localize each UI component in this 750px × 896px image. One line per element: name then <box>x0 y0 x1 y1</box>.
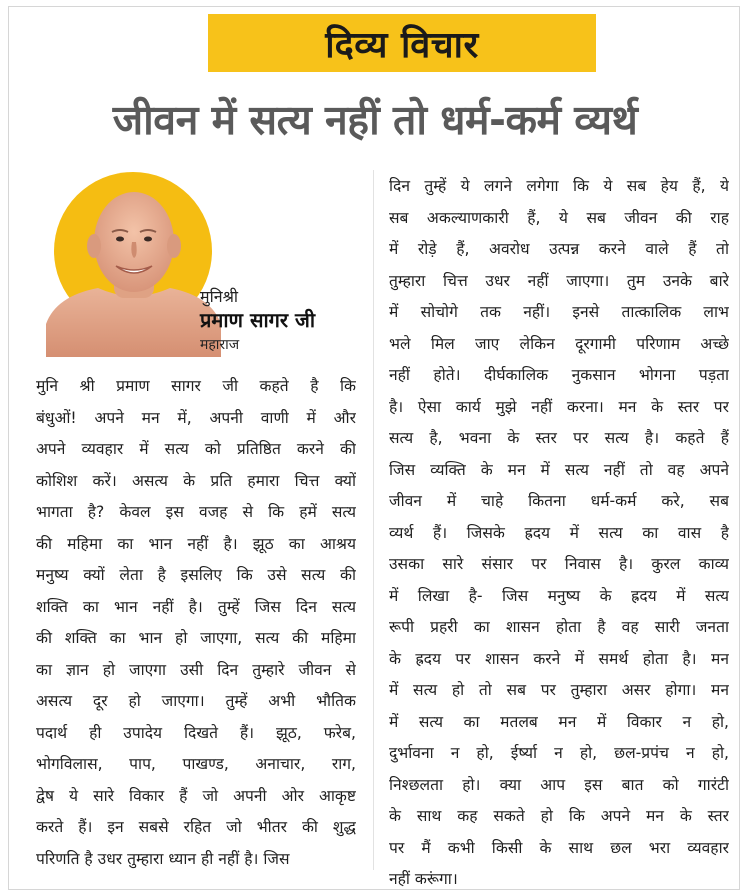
text-line: में सत्य का मतलब मन में विकार न हो, <box>389 712 729 731</box>
text-line: में रोड़े हैं, अवरोध उत्पन्न करने वाले हैं तो <box>389 240 729 258</box>
text-line: करते हैं। इन सबसे रहित जो भीतर की शुद्ध <box>36 818 356 836</box>
text-line: व्यर्थ हैं। जिसके ह्रदय में सत्य का वास है <box>389 523 729 542</box>
text-line: नहीं करूंगा। <box>389 870 458 888</box>
text-line: बंधुओं! अपने मन में, अपनी वाणी में और <box>36 408 356 427</box>
author-title: मुनिश्री <box>200 287 239 306</box>
text-line: पदार्थ ही उपादेय दिखते हैं। झूठ, फरेब, <box>36 723 356 742</box>
text-line: में सत्य हो तो सब पर तुम्हारा असर होगा। मन <box>389 681 729 699</box>
text-line: भोगविलास, पाप, पाखण्ड, अनाचार, राग, <box>36 755 356 773</box>
text-line: सत्य है, भवना के स्तर पर सत्य है। कहते हैं <box>389 429 729 447</box>
author-byline <box>200 287 360 355</box>
text-line: के ह्रदय पर शासन करने में समर्थ होता है। मन <box>389 649 729 668</box>
text-line: है। ऐसा कार्य मुझे नहीं करना। मन के स्तर पर <box>389 397 729 416</box>
text-line: कोशिश करें। असत्य के प्रति हमारा चित्त क्यों <box>36 471 356 490</box>
author-portrait-image <box>46 184 221 357</box>
text-line: में लिखा है- जिस मनुष्य के ह्रदय में सत्य <box>389 586 729 605</box>
text-line: नहीं होते। दीर्घकालिक नुकसान भोगना पड़ता <box>389 366 729 384</box>
author-honorific: महाराज <box>200 337 240 353</box>
text-line: परिणति है उधर तुम्हारा ध्यान ही नहीं है। जिस <box>36 849 290 868</box>
text-line: द्वेष ये सारे विकार हैं जो अपनी ओर आकृष्ट <box>36 786 356 805</box>
text-line: मनुष्य क्यों लेता है इसलिए कि उसे सत्य की <box>36 566 356 584</box>
text-line: जीवन में चाहे कितना धर्म-कर्म करे, सब <box>389 492 729 510</box>
author-name: प्रमाण सागर जी <box>200 308 316 332</box>
text-line: रूपी प्रहरी का शासन होता है वह सारी जनता <box>389 618 729 636</box>
column-divider <box>373 170 374 870</box>
text-line: की महिमा का भान नहीं है। झूठ का आश्रय <box>36 534 356 553</box>
text-line: निश्छलता हो। क्या आप इस बात को गारंटी <box>389 775 729 794</box>
text-line: पर मैं कभी किसी के साथ छल भरा व्यवहार <box>389 838 729 857</box>
text-line: उसका सारे संसार पर निवास है। कुरल काव्य <box>389 555 729 573</box>
text-line: भले मिल जाए लेकिन दूरगामी परिणाम अच्छे <box>389 334 729 353</box>
text-line: भागता है? केवल इस वजह से कि हमें सत्य <box>36 503 356 521</box>
text-line: के साथ कह सकते हो कि अपने मन के स्तर <box>389 807 729 825</box>
text-line: में सोचोगे तक नहीं। इनसे तात्कालिक लाभ <box>389 303 729 321</box>
text-line: का ज्ञान हो जाएगा उसी दिन तुम्हारे जीवन से <box>36 660 356 679</box>
author-photo <box>46 172 221 357</box>
text-line: दिन तुम्हें ये लगने लगेगा कि ये सब हेय हैं, ये <box>389 177 729 195</box>
text-line: असत्य दूर हो जाएगा। तुम्हें अभी भौतिक <box>36 692 356 710</box>
text-line: सब अकल्याणकारी हैं, ये सब जीवन की राह <box>389 208 729 227</box>
text-line: मुनि श्री प्रमाण सागर जी कहते है कि <box>36 377 356 395</box>
article-column-right <box>389 171 729 896</box>
text-line: शक्ति का भान नहीं है। तुम्हें जिस दिन सत्य <box>36 597 356 616</box>
banner-title: दिव्य विचार <box>325 24 479 66</box>
text-line: जिस व्यक्ति के मन में सत्य नहीं तो वह अपने <box>389 460 729 479</box>
text-line: की शक्ति का भान हो जाएगा, सत्य की महिमा <box>36 629 356 647</box>
article-column-left <box>36 371 356 875</box>
text-line: अपने व्यवहार में सत्य को प्रतिष्ठित करने की <box>36 440 356 458</box>
text-line: दुर्भावना न हो, ईर्ष्या न हो, छल-प्रपंच न हो, <box>389 744 729 762</box>
article-headline: जीवन में सत्य नहीं तो धर्म-कर्म व्यर्थ <box>112 96 638 144</box>
text-line: तुम्हारा चित्त उधर नहीं जाएगा। तुम उनके बारे <box>389 271 729 290</box>
section-banner <box>208 14 596 72</box>
